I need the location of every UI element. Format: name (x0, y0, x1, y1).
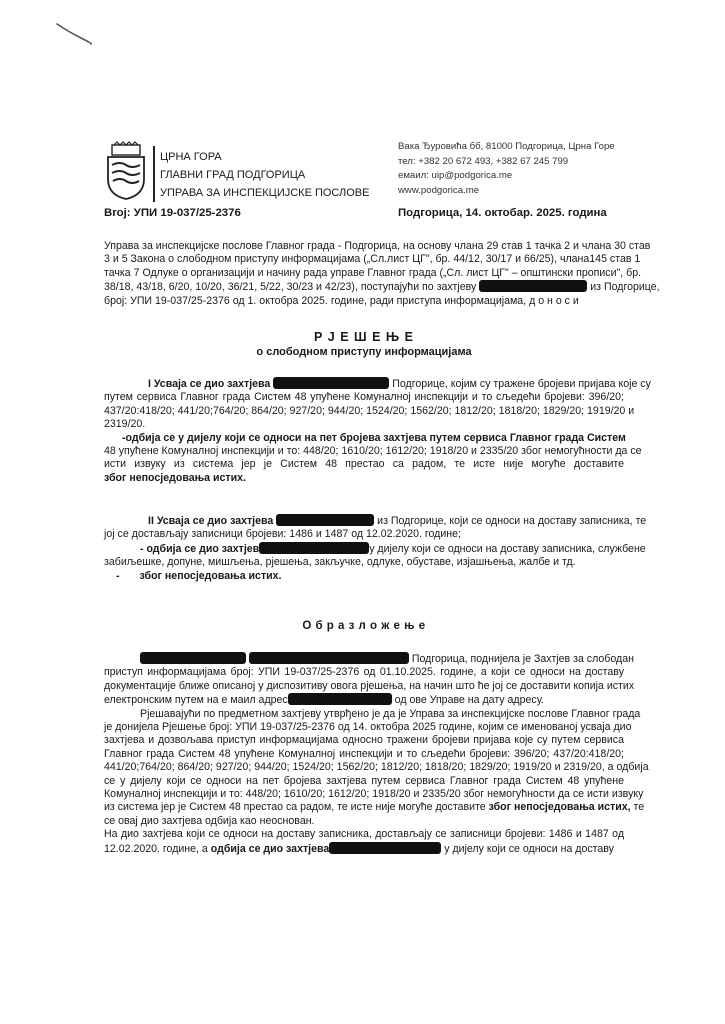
address-text: Вака Ђуровића бб, 81000 Подгорица, Црна Горе (398, 141, 615, 152)
org-line-3: УПРАВА ЗА ИНСПЕКЦИЈСКЕ ПОСЛОВЕ (160, 187, 370, 199)
redacted-block (288, 693, 392, 705)
intro-line: број: УПИ 19-037/25-2376 од 1. октобра 2025. године, ради приступа информацијама, д о н о с и (104, 294, 579, 307)
reasoning-line: захтјева и дозвољава приступ информацијама односно тражени бројеви пријава које су путем сервиса (104, 734, 624, 747)
redacted-block (276, 514, 374, 526)
section-2 (104, 514, 647, 583)
reasoning-title: О б р а з л о ж е њ е (302, 620, 426, 632)
section-2-line: јој се достављају записници бројеви: 1486 и 1487 од 12.02.2020. године; (104, 528, 461, 541)
reasoning-line: електронским путем на е маил адрес од ове Управе на дату адресу. (104, 694, 544, 707)
reasoning-line: документације ближе описаној у диспозитиву овога рјешења, на начин што ће јој се доставити копија истих (104, 679, 635, 692)
section-1-line: 48 упућене Комуналној инспекцији и то: 448/20; 1610/20; 1612/20; 1918/20 и 2335/20 због немогућности да се (104, 445, 642, 458)
intro-line: 3 и 5 Закона о слободном приступу информацијама („Сл.лист ЦГ", бр. 44/12, 30/17 и 66/25), члана145 став 1 (104, 253, 641, 266)
reasoning-line: Главног града Систем 48 упућене Комуналној инспекцији и то сљедећи бројеви: 396/20; 437/20:418/20; (104, 747, 624, 760)
coat-of-arms-icon (104, 141, 148, 201)
reasoning-line: 441/20;764/20; 864/20; 927/20; 944/20; 1524/20; 1562/20; 1812/20; 1818/20; 1829/20; 1919/20 и 2319/20, а одбија (104, 761, 649, 774)
reasoning-line: се овај дио захтјева одбија као неоснован. (104, 814, 315, 827)
reasoning-line: Комуналној инспекцији и то: 448/20; 1610/20; 1612/20; 1918/20 и 2335/20 због немогућности да се исти извуку (104, 788, 644, 801)
phone-text: тел: +382 20 672 493, +382 67 245 799 (398, 155, 569, 167)
reasoning-line: приступ информацијама број: УПИ 19-037/25-2376 од 01.10.2025. године, а који се односи на доставу (104, 666, 624, 679)
section-2-line: забиљешке, допуне, мишљења, рјешења, закључке, одлуке, обуставе, изјашњења, жалбе и тд. (104, 556, 576, 569)
org-line-1: ЦРНА ГОРА (160, 151, 222, 163)
redacted-block (273, 377, 389, 389)
redacted-block (259, 542, 369, 554)
intro-paragraph (104, 240, 660, 308)
document-number: Broj: УПИ 19-037/25-2376 (104, 207, 241, 219)
reasoning-line: се у дијелу који се односи на пет бројева захтјева путем сервиса Главног града Систем 48 упућене (104, 774, 624, 787)
section-2-line: II Усваја се дио захтјева из Подгорице, који се односи на доставу записника, те (148, 515, 647, 527)
decision-subtitle: о слободном приступу информацијама (256, 346, 472, 358)
section-1-line: исти извуку из система јер је Систем 48 престао са радом, те исте није могуће доставите (104, 458, 624, 471)
header-divider (153, 146, 155, 202)
section-1-line: 2319/20. (104, 418, 146, 431)
redacted-block (479, 280, 587, 292)
contact-block (398, 140, 615, 198)
section-1 (104, 377, 651, 485)
reasoning-line: је донијела Рјешење број: УПИ 19-037/25-2376 од 14. октобра 2025 године, којим се именованој усваја дио (104, 721, 632, 734)
section-2-line: - због непосједовања истих. (116, 569, 282, 582)
redacted-block (329, 842, 441, 854)
intro-line: 38/18, 43/18, 6/20, 10/20, 36/21, 5/22, 30/23 и 42/23), поступајући по захтјеву из Подгорице, (104, 281, 660, 294)
section-1-line: I Усваја се дио захтјева Подгорице, којим су тражене бројеви пријава које су (148, 378, 651, 390)
intro-line: Управа за инспекцијске послове Главног града - Подгорица, на основу члана 29 став 1 тачка 2 и члана 30 став (104, 240, 651, 252)
reasoning-line: Подгорица, поднијела је Захтјев за слободан (104, 652, 624, 666)
org-line-2: ГЛАВНИ ГРАД ПОДГОРИЦА (160, 169, 306, 181)
reasoning-line: Рјешавајући по предметном захтјеву утврђено је да је Управа за инспекцијске послове Главног града (140, 707, 641, 720)
redacted-block (249, 652, 409, 664)
section-2-line: - одбија се дио захтјев у дијелу који се односи на доставу записника, службене (140, 542, 646, 555)
pen-mark (55, 20, 95, 50)
reasoning-body (104, 652, 649, 856)
section-1-line: због непосједовања истих. (104, 471, 246, 484)
intro-line: тачка 7 Одлуке о организацији и начину рада управе Главног града („Сл. лист ЦГ" – општински прописи", бр. (104, 266, 642, 279)
reasoning-line: из система јер је Систем 48 престао са радом, те исте није могуће доставите због непосједовања истих, те (104, 801, 645, 814)
section-1-line: 437/20:418/20; 441/20;764/20; 864/20; 927/20; 944/20; 1524/20; 1562/20; 1812/20; 1818/20; 1829/20; 1919/20 и (104, 404, 635, 417)
org-name (160, 148, 369, 202)
email-text: емаил: uip@podgorica.me (398, 170, 513, 181)
section-1-line: путем сервиса Главног града Систем 48 упућене Комуналној инспекцији и то сљедећи бројеви: 396/20; (104, 391, 624, 404)
redacted-block (140, 652, 246, 664)
section-1-rejection: -одбија се у дијелу који се односи на пет бројева захтјева путем сервиса Главног града Систем (122, 431, 626, 444)
reasoning-line: На дио захтјева који се односи на доставу записника, достављају се записници бројеви: 1486 и 1487 од (104, 828, 624, 841)
decision-title: Р Ј Е Ш Е Њ Е (314, 330, 414, 344)
place-date: Подгорица, 14. октобар. 2025. година (398, 207, 607, 219)
reasoning-line: 12.02.2020. године, а одбија се дио захтјева у дијелу који се односи на доставу (104, 842, 614, 855)
web-text: www.podgorica.me (398, 184, 480, 196)
